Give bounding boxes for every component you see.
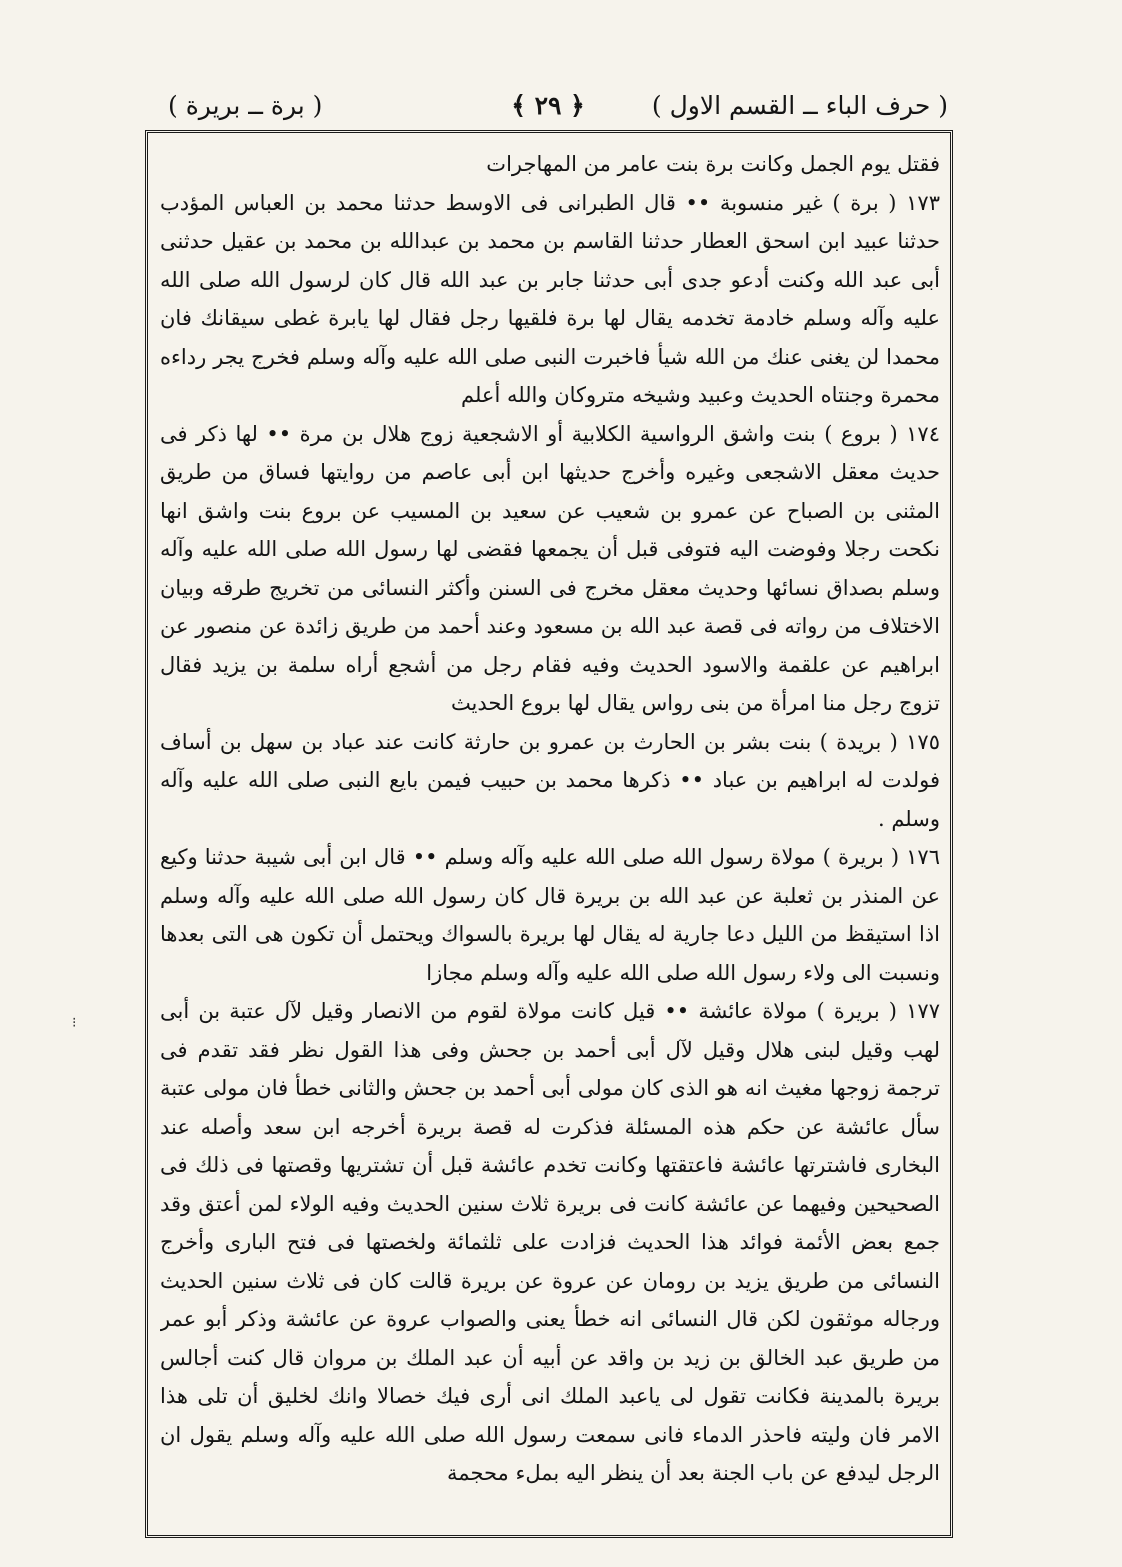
margin-mark: ⁝ — [72, 1015, 77, 1031]
page-header — [148, 86, 948, 126]
entry-173: ١٧٣ ( برة ) غير منسوبة •• قال الطبرانى فى الاوسط حدثنا محمد بن العباس المؤدب حدثنا عبيد ابن اسحق العطار حدثنا القاسم بن محمد بن عبدالله بن محمد بن عقيل حدثنى أبى عبد الله وكنت أدعو جدى أبى حدثنا جابر بن عبد الله قال كان لرسول الله صلى الله عليه وآله وسلم خادمة تخدمه يقال لها برة فلقيها رجل فقال لها يابرة غطى سيقانك فان محمدا لن يغنى عنك من الله شيأ فاخبرت النبى صلى الله عليه وآله وسلم فخرج يجر رداءه محمرة وجنتاه الحديث وعبيد وشيخه متروكان والله أعلم — [160, 190, 940, 407]
entry-176: ١٧٦ ( بريرة ) مولاة رسول الله صلى الله عليه وآله وسلم •• قال ابن أبى شيبة حدثنا وكيع عن المنذر بن ثعلبة عن عبد الله بن بريرة قال كان رسول الله صلى الله عليه وآله وسلم اذا استيقظ من الليل دعا جارية له يقال لها بريرة بالسواك ويحتمل أن تكون هى التى بعدها ونسبت الى ولاء رسول الله صلى الله عليه وآله وسلم مجازا — [160, 845, 940, 985]
main-text — [160, 145, 940, 1525]
paragraph-continuation: فقتل يوم الجمل وكانت برة بنت عامر من المهاجرات — [486, 152, 940, 176]
header-section-title: ( حرف الباء ــ القسم الاول ) — [651, 91, 948, 120]
entry-177: ١٧٧ ( بريرة ) مولاة عائشة •• قيل كانت مولاة لقوم من الانصار وقيل لآل عتبة بن أبى لهب وقيل لبنى هلال وقيل لآل أبى أحمد بن جحش وفى هذا القول نظر فقد تقدم فى ترجمة زوجها مغيث انه هو الذى كان مولى أبى أحمد بن جحش والثانى خطأ فان مولى عتبة سأل عائشة عن حكم هذه المسئلة فذكرت له قصة بريرة أخرجه ابن سعد وأصله عند البخارى فاشترتها عائشة فاعتقتها وكانت تخدم عائشة قبل أن تشتريها وقصتها فى ذلك فى الصحيحين وفيهما عن عائشة كانت فى بريرة ثلاث سنين الحديث وفيه الولاء لمن أعتق وقد جمع بعض الأئمة فوائد هذا الحديث فزادت على ثلثمائة ولخصتها فى فتح البارى وأخرج النسائى من طريق يزيد بن رومان عن عروة عن بريرة قالت كان فى ثلاث سنين الحديث ورجاله موثقون لكن قال النسائى انه خطأ يعنى والصواب عروة عن عائشة وذكر أبو عمر من طريق عبد الخالق بن زيد بن واقد عن أبيه أن عبد الملك بن مروان قال كنت أجالس بريرة بالمدينة فكانت تقول لى ياعبد الملك انى أرى فيك خصالا وانك لخليق أن تلى هذا الامر فان وليته فاحذر الدماء فانى سمعت رسول الله صلى الله عليه وآله وسلم يقول ان الرجل ليدفع عن باب الجنة بعد أن ينظر اليه بملء محجمة — [160, 999, 940, 1485]
header-entry-range: ( برة ــ بريرة ) — [168, 91, 323, 120]
entry-174: ١٧٤ ( بروع ) بنت واشق الرواسية الكلابية أو الاشجعية زوج هلال بن مرة •• لها ذكر فى حديث معقل الاشجعى وغيره وأخرج حديثها ابن أبى عاصم من روايتها فساق من طريق المثنى بن الصباح عن عمرو بن شعيب عن سعيد بن المسيب عن بروع بنت واشق انها نكحت رجلا وفوضت اليه فتوفى قبل أن يجمعها فقضى لها رسول الله صلى الله عليه وآله وسلم بصداق نسائها وحديث معقل مخرج فى السنن وأكثر النسائى من تخريج طرقه وبيان الاختلاف من رواته فى قصة عبد الله بن مسعود وعند أحمد من طريق زائدة عن منصور عن ابراهيم عن علقمة والاسود الحديث وفيه فقام رجل من أشجع أراه سلمة بن يزيد فقال تزوج رجل منا امرأة من بنى رواس يقال لها بروع الحديث — [160, 421, 940, 715]
page-number: ﴿ ٢٩ ﴾ — [511, 91, 585, 120]
entry-175: ١٧٥ ( بريدة ) بنت بشر بن الحارث بن عمرو بن حارثة كانت عند عباد بن سهل بن أساف فولدت له ابراهيم بن عباد •• ذكرها محمد بن حبيب فيمن بايع النبى صلى الله عليه وآله وسلم . — [160, 729, 940, 831]
